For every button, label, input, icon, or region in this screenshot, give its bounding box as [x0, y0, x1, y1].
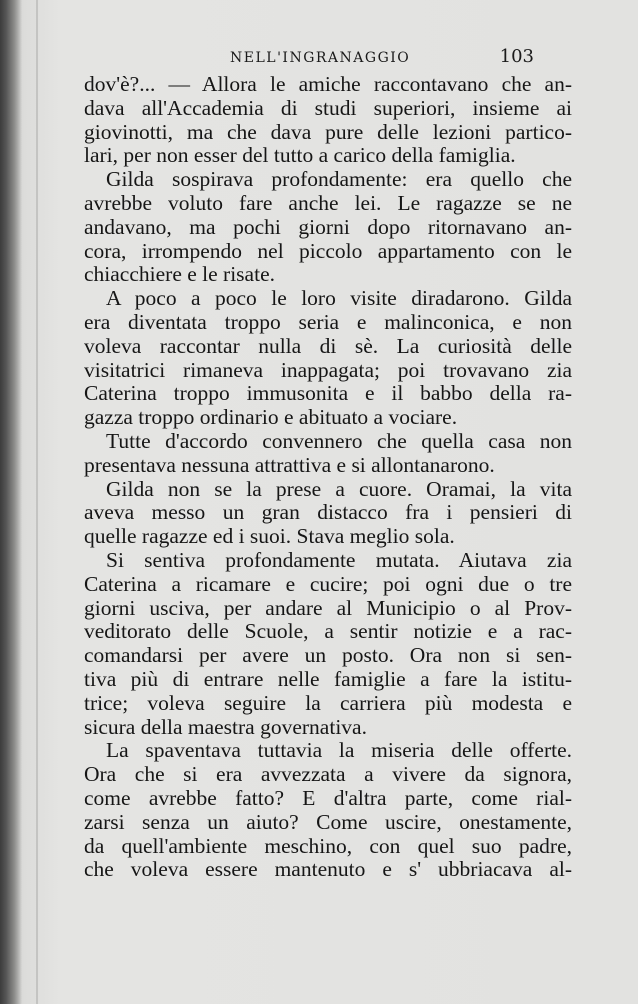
page-fold-line	[36, 0, 38, 1004]
text-line: Gilda non se la prese a cuore. Oramai, la vita	[106, 476, 572, 501]
text-line: tiva più di entrare nelle famiglie a fare la istitu-	[84, 666, 572, 691]
text-line: quelle ragazze ed i suoi. Stava meglio sola.	[84, 524, 455, 549]
text-line: era diventata troppo seria e malinconica, e non	[84, 309, 572, 334]
text-line: gazza troppo ordinario e abituato a vociare.	[84, 405, 458, 430]
text-line: veditorato delle Scuole, a sentir notizie e a rac-	[84, 619, 572, 644]
text-line: sicura della maestra governativa.	[84, 714, 367, 739]
text-line: andavano, ma pochi giorni dopo ritornavano an-	[84, 214, 572, 239]
text-line: che voleva essere mantenuto e s' ubbriacava al-	[84, 857, 572, 882]
text-line: Caterina troppo immusonita e il babbo della ra-	[84, 381, 572, 406]
text-line: Ora che si era avvezzata a vivere da signora,	[84, 762, 572, 787]
text-line: zarsi senza un aiuto? Come uscire, onestamente,	[84, 809, 572, 834]
text-line: avrebbe voluto fare anche lei. Le ragazze se ne	[84, 190, 572, 215]
body-text	[84, 73, 572, 882]
text-line: lari, per non esser del tutto a carico della famiglia.	[84, 143, 516, 168]
text-line: cora, irrompendo nel piccolo appartamento con le	[84, 238, 572, 263]
text-line: come avrebbe fatto? E d'altra parte, come rial-	[84, 785, 572, 810]
text-line: dov'è?... — Allora le amiche raccontavano che an-	[84, 72, 572, 96]
text-line: Tutte d'accordo convennero che quella casa non	[106, 428, 572, 453]
text-line: trice; voleva seguire la carriera più modesta e	[84, 690, 572, 715]
text-line: dava all'Accademia di studi superiori, insieme ai	[84, 95, 572, 120]
text-line: aveva messo un gran distacco fra i pensieri di	[84, 500, 572, 525]
book-spine-shadow	[0, 0, 22, 1004]
text-line: voleva raccontar nulla di sè. La curiosità delle	[84, 333, 572, 358]
text-line: giovinotti, ma che dava pure delle lezioni partico-	[84, 119, 572, 144]
text-line: Si sentiva profondamente mutata. Aiutava zia	[106, 547, 572, 572]
text-line: Caterina a ricamare e cucire; poi ogni due o tre	[84, 571, 572, 596]
text-line: comandarsi per avere un posto. Ora non si sen-	[84, 643, 572, 668]
page-number: 103	[499, 46, 534, 67]
text-line: giorni usciva, per andare al Municipio o al Prov-	[84, 595, 572, 620]
text-line: La spaventava tuttavia la miseria delle offerte.	[106, 738, 572, 763]
running-head	[90, 46, 570, 74]
text-line: presentava nessuna attrattiva e si allontanarono.	[84, 452, 495, 477]
text-line: A poco a poco le loro visite diradarono. Gilda	[106, 286, 572, 311]
text-line: Gilda sospirava profondamente: era quello che	[106, 167, 572, 192]
text-line: visitatrici rimaneva inappagata; poi trovavano zia	[84, 357, 572, 382]
text-line: chiacchiere e le risate.	[84, 262, 275, 287]
text-line: da quell'ambiente meschino, con quel suo padre,	[84, 833, 572, 858]
running-title: NELL'INGRANAGGIO	[230, 50, 411, 66]
